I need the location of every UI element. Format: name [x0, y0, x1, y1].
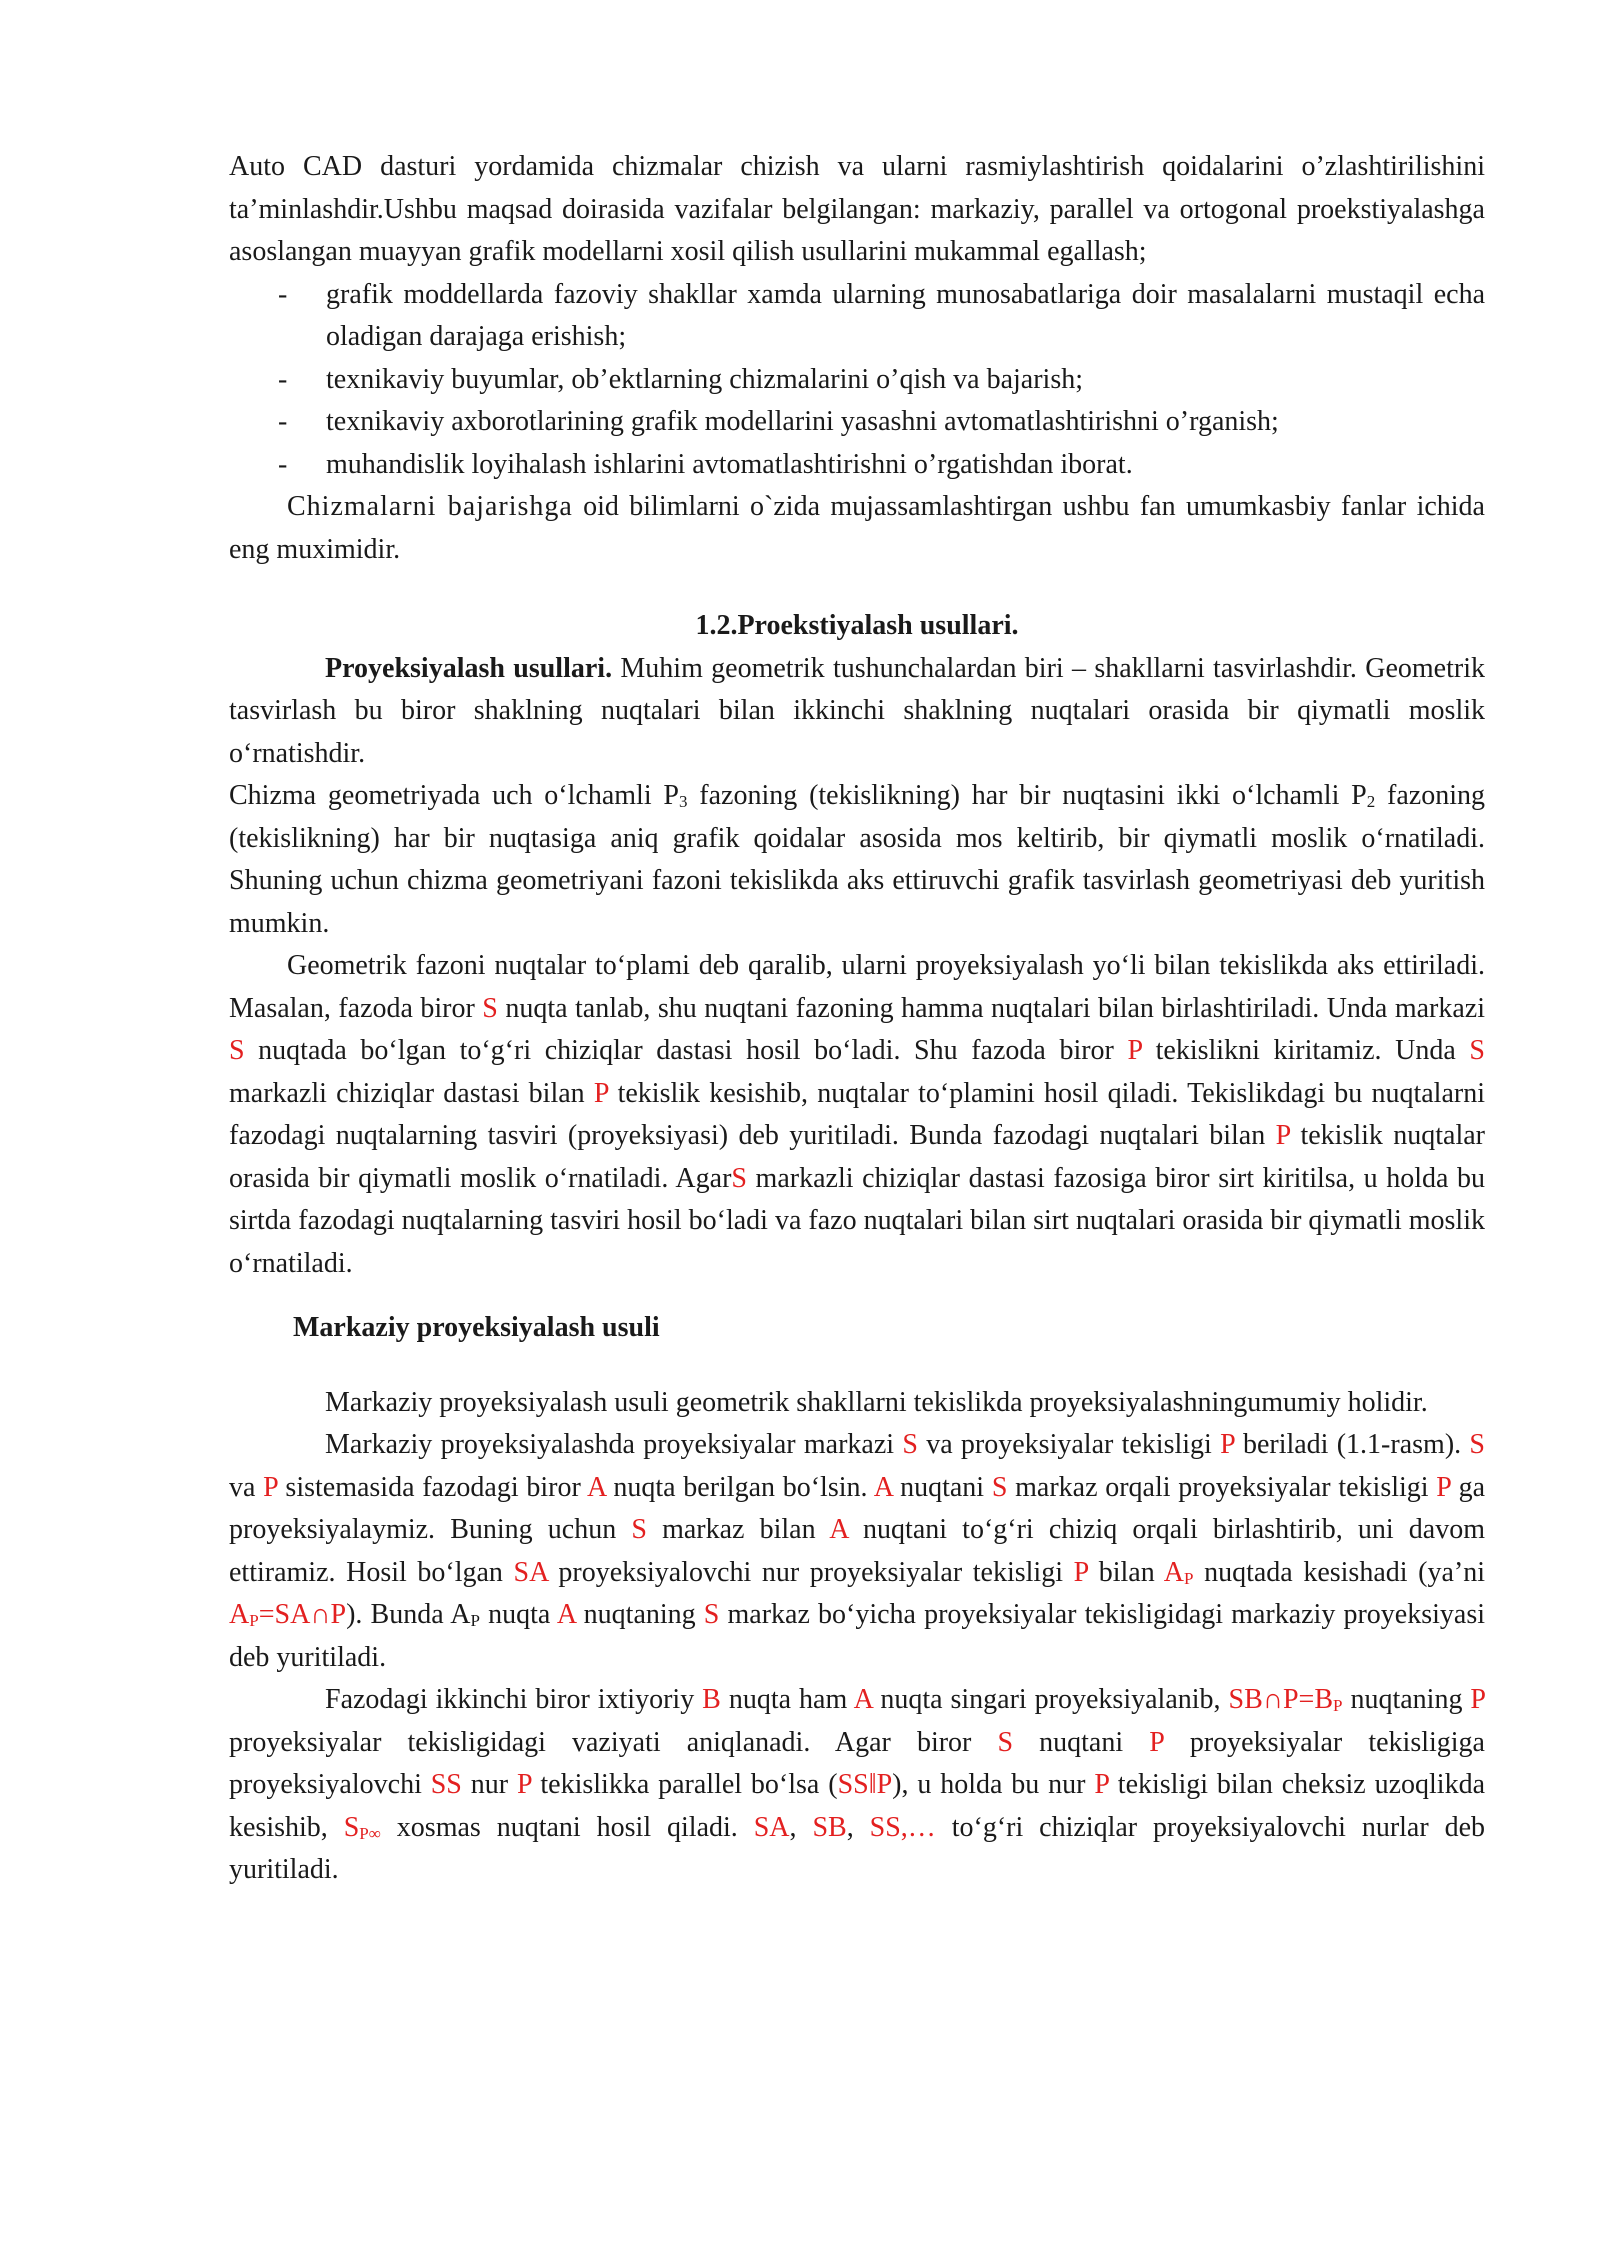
subheading: Markaziy proyeksiyalash usuli — [293, 1312, 660, 1343]
run-in-heading: Proyeksiyalash usullari. — [325, 652, 613, 684]
dash-bullet: - — [278, 278, 288, 310]
intro-paragraph: Auto CAD dasturi yordamida chizmalar chizish va ularni rasmiylashtirish qoidalarini o’zlashtirilishini ta’minlashdir.Ushbu maqsad doirasida vazifalar belgilangan: markaziy, parallel va ortogonal proekstiyalashga asoslangan muayyan grafik modellarni xosil qilish usullarini mukammal egallash; — [229, 151, 1485, 267]
paragraph-geometry: Chizma geometriyada uch o‘lchamli $P_3$ fazoning (tekislikning) har bir nuqtasini ikki o‘lchamli $P_2$ fazoning (tekislikning) har bir nuqtasiga aniq grafik qoidalar asosida mos keltirib, bir qiymatli moslik o‘rnatiladi. Shuning uchun chizma geometriyani fazoni tekislikda aks ettiruvchi grafik tasvirlash geometriyasi deb yuritish mumkin. — [229, 780, 1485, 939]
list-item: - texnikaviy axborotlarining grafik modellarini yasashni avtomatlashtirishni o’rganish; — [326, 401, 1485, 444]
paragraph-methods: Proyeksiyalash usullari. Muhim geometrik tushunchalardan biri – shakllarni tasvirlashdir. Geometrik tasvirlash bu biror shaklning nuqtalari bilan ikkinchi shaklning nuqtalari orasida bir qiymatli moslik o‘rnatishdir. — [229, 652, 1485, 769]
dash-bullet: - — [278, 406, 288, 437]
task-list — [229, 274, 1485, 487]
paragraph-central-method: Markaziy proyeksiyalashda proyeksiyalar markazi S va proyeksiyalar tekisligi P beriladi (1.1-rasm). S va P sistemasida fazodagi biror A nuqta berilgan bo‘lsin. A nuqtani S markaz orqali proyeksiyalar tekisligi P ga proyeksiyalaymiz. Buning uchun S markaz bilan A nuqtani to‘g‘ri chiziq orqali birlashtirib, uni davom ettiramiz. Hosil bo‘lgan SA proyeksiyalovchi nur proyeksiyalar tekisligi P bilan AP nuqtada kesishadi (ya’ni AP=SA∩P). Bunda AP nuqta A nuqtaning S markaz bo‘yicha proyeksiyalar tekisligidagi markaziy proyeksiyasi deb yuritiladi. — [229, 1429, 1486, 1673]
dash-bullet: - — [278, 363, 288, 395]
section-title: 1.2.Proekstiyalash usullari. — [695, 610, 1019, 641]
paragraph-second-point: Fazodagi ikkinchi biror ixtiyoriy B nuqta ham A nuqta singari proyeksiyalanib, SB∩P=BP nuqtaning P proyeksiyalar tekisligidagi vaziyati aniqlanadi. Agar biror S nuqtani P proyeksiyalar tekisligiga proyeksiyalovchi SS nur P tekislikka parallel bo‘lsa (SS‖P), u holda bu nur P tekisligi bilan cheksiz uzoqlikda kesishib, SP∞ xosmas nuqtani hosil qiladi. SA, SB, SS,… to‘g‘ri chiziqlar proyeksiyalovchi nurlar deb yuritiladi. — [229, 1684, 1486, 1885]
dash-bullet: - — [278, 448, 288, 480]
list-item: - grafik moddellarda fazoviy shakllar xamda ularning munosabatlariga doir masalalarni mustaqil echa oladigan darajaga erishish; — [326, 274, 1485, 359]
paragraph-central-intro: Markaziy proyeksiyalash usuli geometrik shakllarni tekislikda proyeksiyalashningumumiy holidir. — [325, 1386, 1428, 1418]
list-item: - texnikaviy buyumlar, ob’ektlarning chizmalarini o’qish va bajarish; — [326, 359, 1485, 402]
document-page — [229, 146, 1485, 1892]
intro-closing: Chizmalarni bajarishga oid bilimlarni o`zida mujassamlashtirgan ushbu fan umumkasbiy fanlar ichida eng muximidir. — [229, 491, 1485, 565]
paragraph-space: Geometrik fazoni nuqtalar to‘plami deb qaralib, ularni proyeksiyalash yo‘li bilan tekislikda aks ettiriladi. Masalan, fazoda biror S nuqta tanlab, shu nuqtani fazoning hamma nuqtalari bilan birlashtiriladi. Unda markazi S nuqtada bo‘lgan to‘g‘ri chiziqlar dastasi hosil bo‘ladi. Shu fazoda biror P tekislikni kiritamiz. Unda S markazli chiziqlar dastasi bilan P tekislik kesishib, nuqtalar to‘plamini hosil qiladi. Tekislikdagi bu nuqtalarni fazodagi nuqtalarning tasviri (proyeksiyasi) deb yuritiladi. Bunda fazodagi nuqtalari bilan P tekislik nuqtalar orasida bir qiymatli moslik o‘rnatiladi. AgarS markazli chiziqlar dastasi fazosiga biror sirt kiritilsa, u holda bu sirtda fazodagi nuqtalarning tasviri hosil bo‘ladi va fazo nuqtalari bilan sirt nuqtalari orasida bir qiymatli moslik o‘rnatiladi. — [229, 950, 1485, 1279]
list-item: - muhandislik loyihalash ishlarini avtomatlashtirishni o’rgatishdan iborat. — [326, 444, 1485, 487]
